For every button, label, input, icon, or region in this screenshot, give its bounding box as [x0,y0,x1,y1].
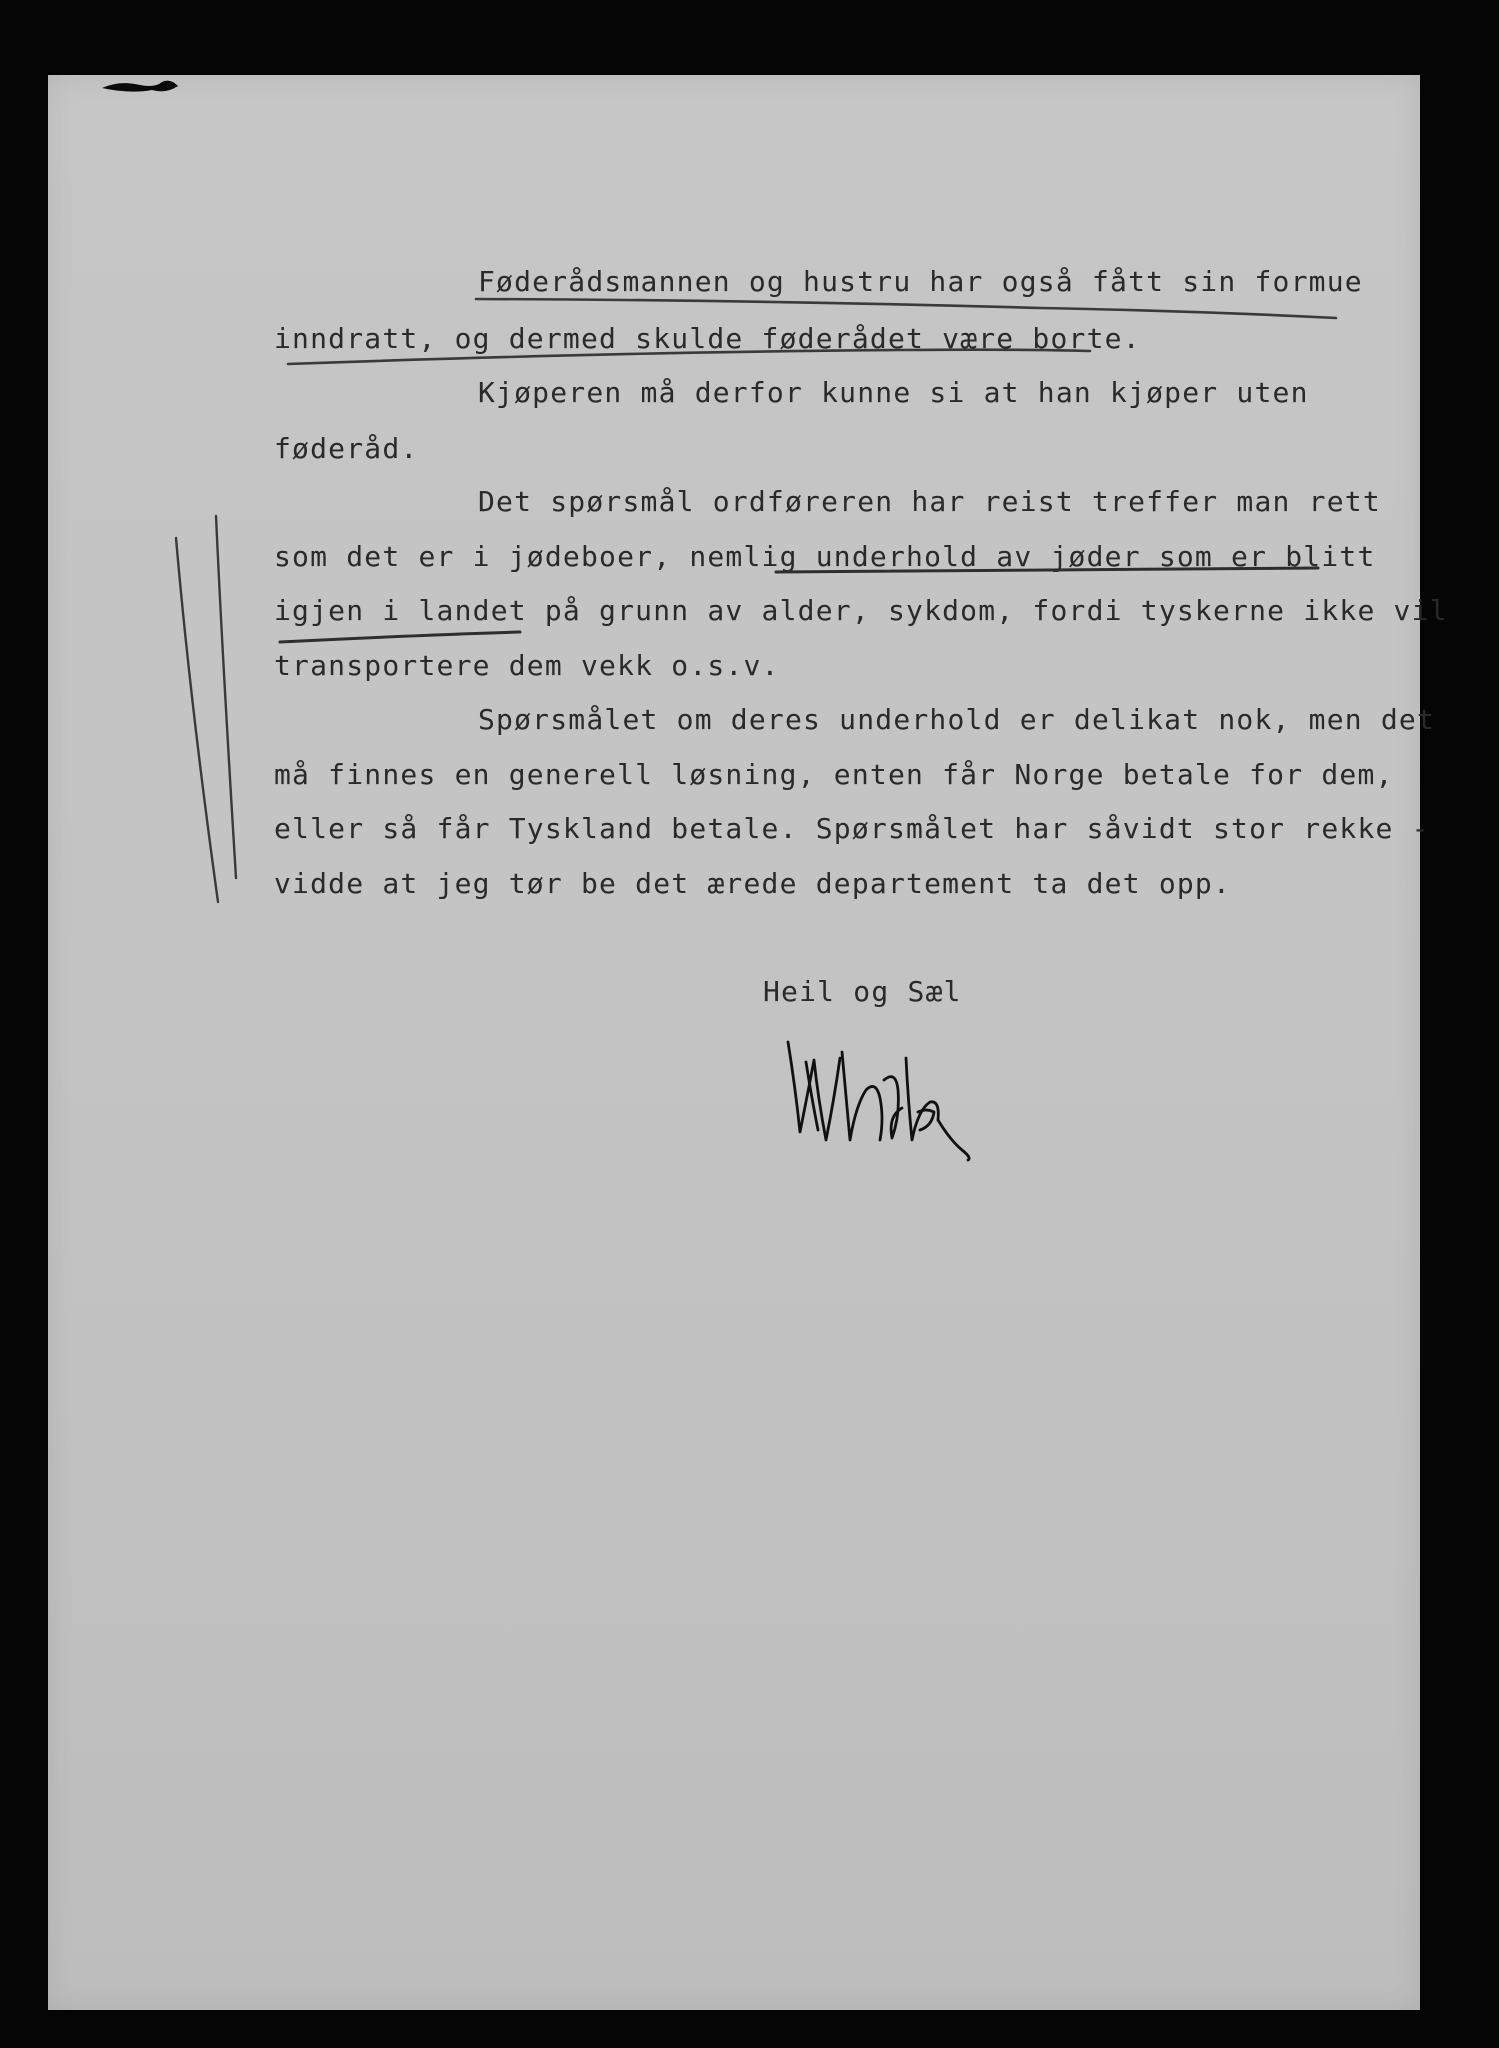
letter-line-3: Kjøperen må derfor kunne si at han kjøper uten [478,376,1309,409]
document-page [48,75,1420,2010]
letter-line-2: inndratt, og dermed skulde føderådet være borte. [274,322,1141,355]
letter-line-1: Føderådsmannen og hustru har også fått sin formue [478,265,1363,298]
letter-line-4: føderåd. [274,432,419,465]
letter-line-11: eller så får Tyskland betale. Spørsmålet har såvidt stor rekke - [274,812,1430,845]
letter-line-7: igjen i landet på grunn av alder, sykdom, fordi tyskerne ikke vil [274,594,1448,627]
letter-line-10: må finnes en generell løsning, enten får Norge betale for dem, [274,758,1394,791]
closing-salutation: Heil og Sæl [763,975,962,1008]
letter-line-6: som det er i jødeboer, nemlig underhold av jøder som er blitt [274,540,1376,573]
letter-line-5: Det spørsmål ordføreren har reist treffer man rett [478,485,1381,518]
letter-line-9: Spørsmålet om deres underhold er delikat nok, men det [478,703,1436,736]
ink-smudge [100,76,180,98]
letter-line-12: vidde at jeg tør be det ærede departement ta det opp. [274,867,1232,900]
letter-line-8: transportere dem vekk o.s.v. [274,649,780,682]
